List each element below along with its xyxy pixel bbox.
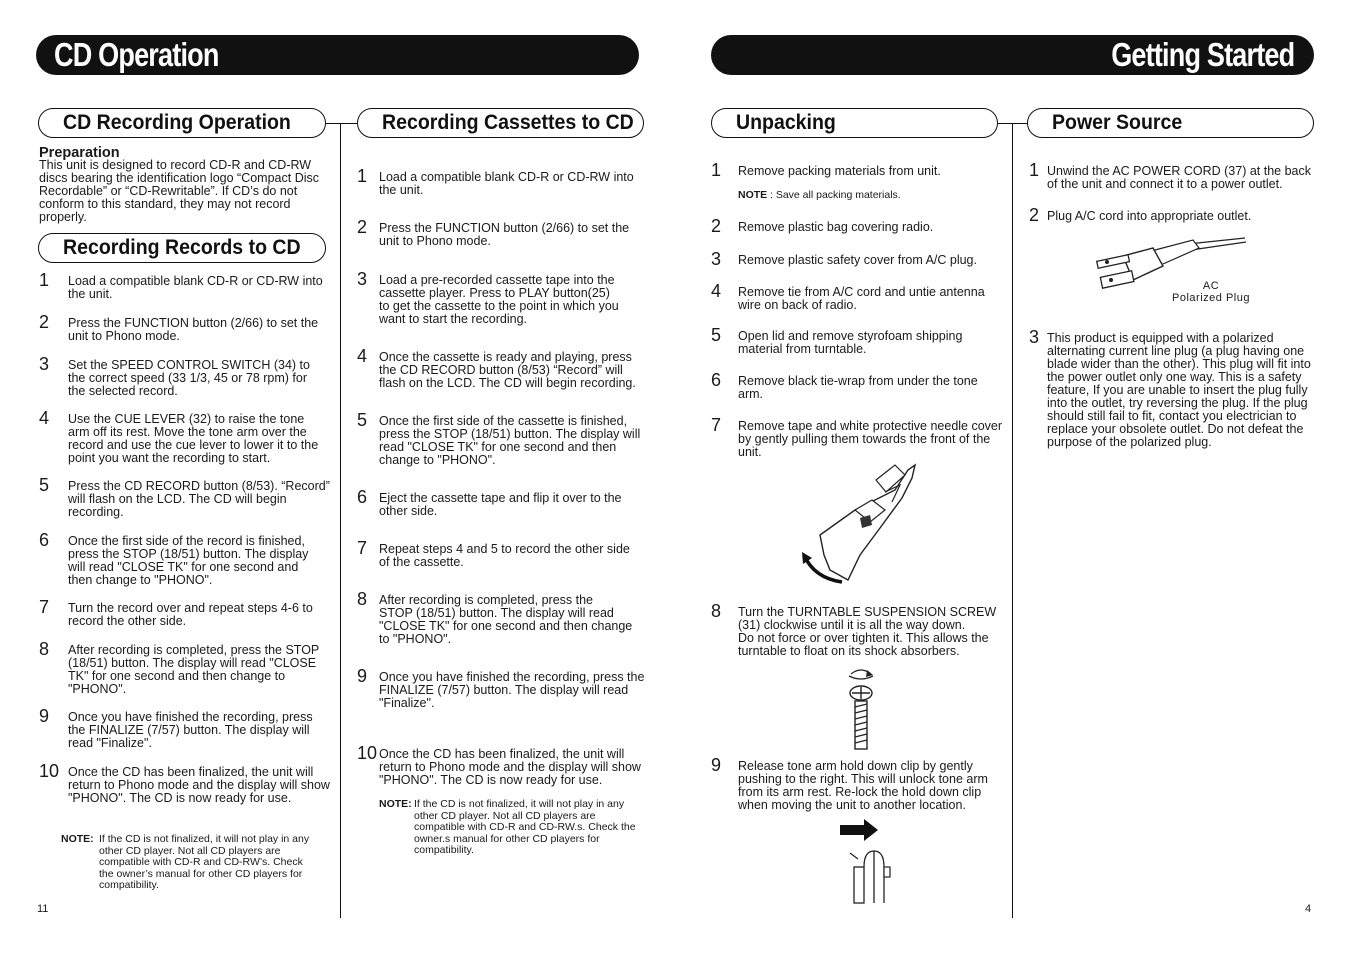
preparation-text: This unit is designed to record CD-R and CD-RW discs bearing the identification logo “Compact Disc Recordable” or “CD-Rewritable”. If CD’s do not conform to this standard, they may not record properly. (39, 158, 319, 224)
column-divider (1012, 123, 1013, 918)
page-number-left: 11 (37, 903, 49, 915)
page-number-right: 4 (1305, 903, 1312, 915)
section-header-cassettes: Recording Cassettes to CD (357, 108, 644, 138)
tone-arm-clip-illustration (840, 815, 900, 905)
page-banner-getting-started (711, 35, 1314, 75)
section-header-power-source: Power Source (1027, 108, 1314, 138)
banner-title: Getting Started (1110, 36, 1294, 73)
section-header-unpacking: Unpacking (711, 108, 998, 138)
preparation-heading: Preparation (39, 145, 120, 161)
needle-cover-illustration (800, 460, 920, 590)
banner-title: CD Operation (54, 36, 219, 73)
plug-caption: AC Polarized Plug (1172, 280, 1250, 304)
suspension-screw-illustration (843, 666, 879, 754)
page-banner-cd-operation (36, 35, 639, 75)
column-divider (340, 123, 341, 918)
header-connector (326, 123, 357, 124)
section-header-cd-recording: CD Recording Operation (38, 108, 326, 138)
section-header-records: Recording Records to CD (38, 233, 326, 263)
